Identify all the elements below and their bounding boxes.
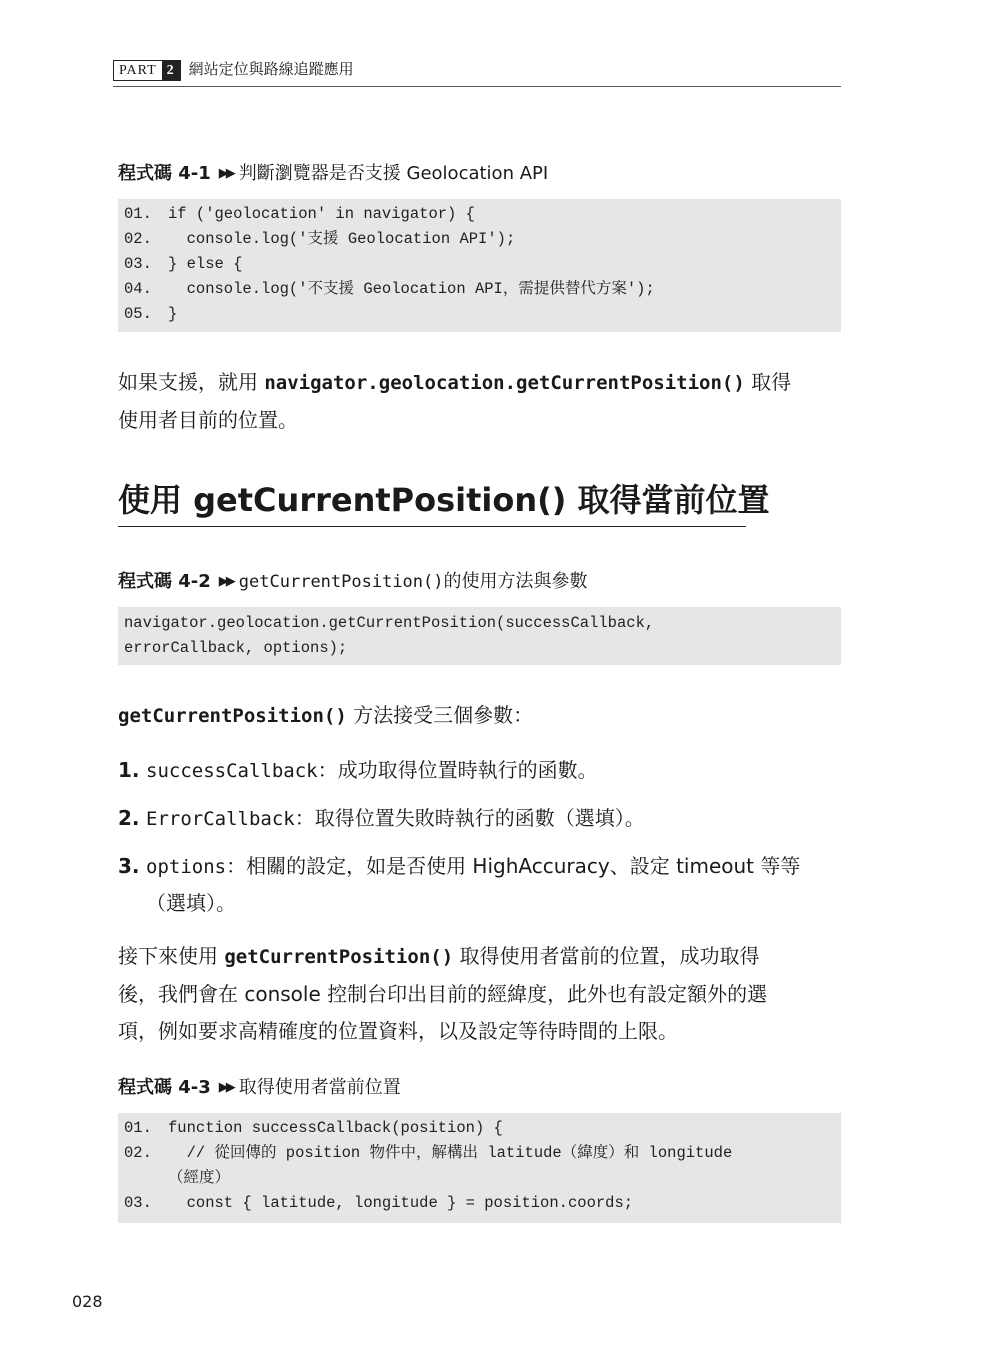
double-arrow-icon: ▶▶ [218,1080,233,1095]
list-number: 2. [118,806,140,830]
code-line [124,1116,835,1141]
line-number [124,1166,168,1191]
para-text: 如果支援，就用 [118,370,265,394]
part-label: PART [119,63,157,78]
code-text: const { latitude, longitude } = position.coords; [168,1194,634,1212]
code-block-4-2 [118,607,841,665]
inline-code: getCurrentPosition() [224,946,454,968]
listing-label: 程式碼 4-3 [118,1077,211,1098]
code-text: // 從回傳的 position 物件中，解構出 latitude（緯度）和 longitude [168,1144,733,1162]
listing-title: 判斷瀏覽器是否支援 Geolocation API [238,163,549,184]
list-number: 3. [118,854,140,878]
code-line [124,1141,835,1166]
inline-code: options [146,856,227,878]
list-number: 1. [118,758,140,782]
inline-code: successCallback [146,760,318,782]
code-text: console.log('不支援 Geolocation API，需提供替代方案'); [168,280,655,298]
listing-title: 的使用方法與參數 [443,571,588,592]
para-text: 後，我們會在 console 控制台印出目前的經緯度，此外也有設定額外的選 [118,982,768,1006]
code-line [124,611,835,636]
line-number: 04. [124,280,152,298]
code-line [124,227,835,252]
para-text: 取得使用者當前的位置，成功取得 [453,944,760,968]
list-text: ：成功取得位置時執行的函數。 [317,758,598,782]
code-text: } [168,305,178,323]
code-line [124,277,835,302]
list-item [118,752,841,789]
code-line [124,252,835,277]
code-text: console.log('支援 Geolocation API'); [168,230,516,248]
code-line [124,636,835,661]
part-number: 2 [162,61,180,80]
inline-code: ErrorCallback [146,808,295,830]
para-text: 方法接受三個參數： [346,703,534,727]
inline-code: navigator.geolocation.getCurrentPosition() [264,372,745,394]
list-item [118,800,841,837]
code-line [124,1191,835,1216]
chapter-title: 網站定位與路線追蹤應用 [188,60,354,78]
paragraph-1 [118,364,841,439]
listing-title-code: getCurrentPosition() [238,572,444,592]
code-text: navigator.geolocation.getCurrentPosition(successCallback, [124,614,655,632]
code-text: function successCallback(position) { [168,1119,503,1137]
paragraph-3 [118,938,841,1050]
code-text: （經度） [168,1169,231,1187]
code-text: errorCallback, options); [124,639,348,657]
part-badge [113,60,181,81]
line-number: 05. [124,305,152,323]
listing-title: 取得使用者當前位置 [238,1077,401,1098]
running-header [113,60,841,87]
line-number: 02. [124,230,152,248]
code-block-4-3 [118,1113,841,1223]
line-number: 03. [124,1194,152,1212]
double-arrow-icon: ▶▶ [218,574,233,589]
para-text: 接下來使用 [118,944,225,968]
line-number: 03. [124,255,152,273]
list-text: ：相關的設定，如是否使用 HighAccuracy、設定 timeout 等等 [226,854,801,878]
line-number: 01. [124,205,152,223]
code-line [124,1166,835,1191]
code-line [124,302,835,327]
listing-caption-4-1 [118,162,841,186]
double-arrow-icon: ▶▶ [218,166,233,181]
inline-code: getCurrentPosition() [118,705,347,727]
section-heading: 使用 getCurrentPosition() 取得當前位置 [118,478,746,527]
para-text: 使用者目前的位置。 [118,408,298,432]
para-text: 項，例如要求高精確度的位置資料，以及設定等待時間的上限。 [118,1019,678,1043]
line-number: 02. [124,1144,152,1162]
listing-caption-4-3 [118,1076,841,1100]
page-number: 028 [72,1292,103,1311]
code-block-4-1 [118,199,841,332]
paragraph-2 [118,697,841,735]
code-text: if ('geolocation' in navigator) { [168,205,475,223]
listing-label: 程式碼 4-1 [118,163,211,184]
list-text: ：取得位置失敗時執行的函數（選填）。 [294,806,645,830]
list-text-continued: （選填）。 [146,891,236,915]
listing-label: 程式碼 4-2 [118,571,211,592]
para-text: 取得 [744,370,792,394]
code-line [124,202,835,227]
listing-caption-4-2 [118,570,841,594]
code-text: } else { [168,255,243,273]
line-number: 01. [124,1119,152,1137]
list-item [118,848,841,921]
